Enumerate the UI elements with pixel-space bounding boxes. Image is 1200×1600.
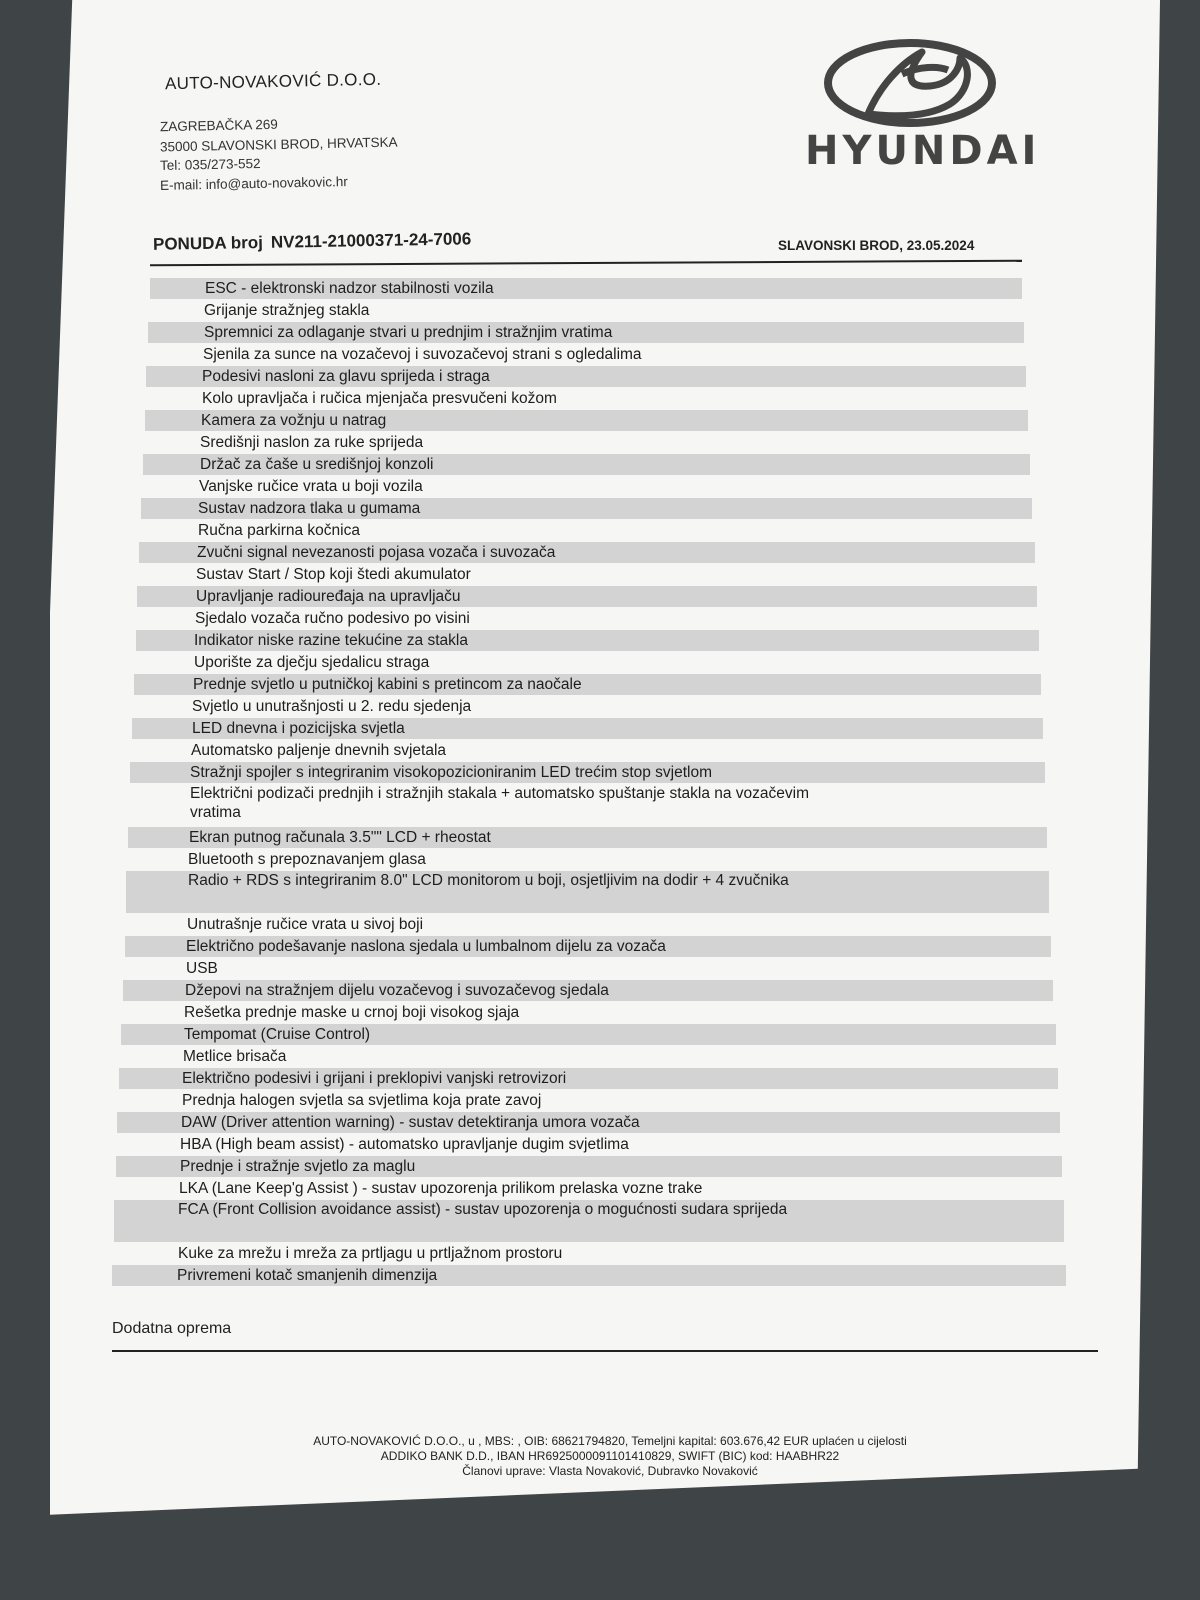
offer-number: NV211-21000371-24-7006: [270, 229, 472, 252]
equipment-item: Električno podesivi i grijani i preklopivi vanjski retrovizori: [119, 1068, 1058, 1089]
equipment-item: Središnji naslon za ruke sprijeda: [200, 434, 424, 451]
equipment-item: FCA (Front Collision avoidance assist) - sustav upozorenja o mogućnosti sudara sprijeda: [114, 1200, 1064, 1242]
equipment-item: Privremeni kotač smanjenih dimenzija: [112, 1265, 1066, 1286]
equipment-item: Džepovi na stražnjem dijelu vozačevog i suvozačevog sjedala: [123, 980, 1053, 1001]
equipment-item: Svjetlo u unutrašnjosti u 2. redu sjedenja: [192, 698, 472, 715]
offer-place-date: SLAVONSKI BROD, 23.05.2024: [778, 238, 975, 253]
offer-label: PONUDA broj: [152, 232, 264, 254]
equipment-item: DAW (Driver attention warning) - sustav detektiranja umora vozača: [117, 1112, 1060, 1133]
equipment-item: Sjedalo vozača ručno podesivo po visini: [195, 610, 470, 627]
equipment-item: ESC - elektronski nadzor stabilnosti vozila: [150, 278, 1022, 299]
equipment-item: LKA (Lane Keep'g Assist ) - sustav upozorenja prilikom prelaska vozne trake: [179, 1180, 703, 1197]
company-street: ZAGREBAČKA 269: [159, 116, 278, 135]
equipment-item: USB: [186, 960, 218, 977]
equipment-item: Sjenila za sunce na vozačevoj i suvozačevoj strani s ogledalima: [203, 346, 642, 363]
equipment-item: Stražnji spojler s integriranim visokopozicioniranim LED trećim stop svjetlom: [130, 762, 1045, 783]
equipment-item: Bluetooth s prepoznavanjem glasa: [188, 851, 426, 868]
equipment-item: Automatsko paljenje dnevnih svjetala: [191, 742, 447, 759]
equipment-item: Vanjske ručice vrata u boji vozila: [199, 478, 423, 495]
company-phone: Tel: 035/273-552: [159, 155, 261, 174]
equipment-item: Radio + RDS s integriranim 8.0" LCD monitorom u boji, osjetljivim na dodir + 4 zvučnika: [126, 871, 1049, 913]
equipment-item: Kuke za mrežu i mreža za prtljagu u prtljažnom prostoru: [178, 1245, 563, 1262]
equipment-item: Podesivi nasloni za glavu sprijeda i straga: [146, 366, 1026, 387]
equipment-item: Sustav Start / Stop koji štedi akumulator: [196, 566, 471, 583]
equipment-item: Prednje i stražnje svjetlo za maglu: [116, 1156, 1062, 1177]
equipment-item: Električni podizači prednjih i stražnjih stakala + automatsko spuštanje stakla na vozačevim vratima: [190, 785, 810, 821]
brand-name: HYUNDAI: [805, 128, 1041, 174]
footer-company-line: AUTO-NOVAKOVIĆ D.O.O., u , MBS: , OIB: 68621794820, Temeljni kapital: 603.676,42 EUR uplaćen u cijelosti: [313, 1434, 907, 1448]
equipment-item: Kolo upravljača i ručica mjenjača presvučeni kožom: [202, 390, 557, 407]
equipment-item: HBA (High beam assist) - automatsko upravljanje dugim svjetlima: [180, 1136, 629, 1153]
extra-equipment-divider: [112, 1350, 1098, 1352]
equipment-item: Električno podešavanje naslona sjedala u lumbalnom dijelu za vozača: [125, 936, 1051, 957]
equipment-item: Prednje svjetlo u putničkoj kabini s pretincom za naočale: [134, 674, 1041, 695]
equipment-item: Prednja halogen svjetla sa svjetlima koja prate zavoj: [182, 1092, 542, 1109]
equipment-item: Ručna parkirna kočnica: [198, 522, 360, 539]
equipment-item: Zvučni signal nevezanosti pojasa vozača i suvozača: [139, 542, 1035, 563]
extra-equipment-label: Dodatna oprema: [112, 1320, 232, 1337]
equipment-item: Tempomat (Cruise Control): [121, 1024, 1056, 1045]
company-email: E-mail: info@auto-novakovic.hr: [159, 174, 348, 193]
equipment-item: Upravljanje radiouređaja na upravljaču: [137, 586, 1037, 607]
equipment-item: Sustav nadzora tlaka u gumama: [141, 498, 1032, 519]
company-city: 35000 SLAVONSKI BROD, HRVATSKA: [159, 134, 398, 155]
equipment-item: Spremnici za odlaganje stvari u prednjim i stražnjim vratima: [148, 322, 1024, 343]
equipment-item: Kamera za vožnju u natrag: [145, 410, 1028, 431]
equipment-item: Indikator niske razine tekućine za stakla: [136, 630, 1039, 651]
equipment-item: LED dnevna i pozicijska svjetla: [132, 718, 1043, 739]
equipment-item: Metlice brisača: [183, 1048, 287, 1065]
footer-board-line: Članovi uprave: Vlasta Novaković, Dubravko Novaković: [462, 1464, 758, 1478]
footer-bank-line: ADDIKO BANK D.D., IBAN HR6925000091101410829, SWIFT (BIC) kod: HAABHR22: [380, 1449, 840, 1463]
equipment-item: Rešetka prednje maske u crnoj boji visokog sjaja: [184, 1004, 520, 1021]
equipment-item: Uporište za dječju sjedalicu straga: [194, 654, 430, 671]
equipment-item: Grijanje stražnjeg stakla: [204, 302, 370, 319]
equipment-item: Unutrašnje ručice vrata u sivoj boji: [187, 916, 424, 933]
equipment-item: Držač za čaše u središnjoj konzoli: [143, 454, 1030, 475]
company-name: AUTO-NOVAKOVIĆ D.O.O.: [164, 69, 382, 94]
equipment-item: Ekran putnog računala 3.5"" LCD + rheostat: [128, 827, 1047, 848]
